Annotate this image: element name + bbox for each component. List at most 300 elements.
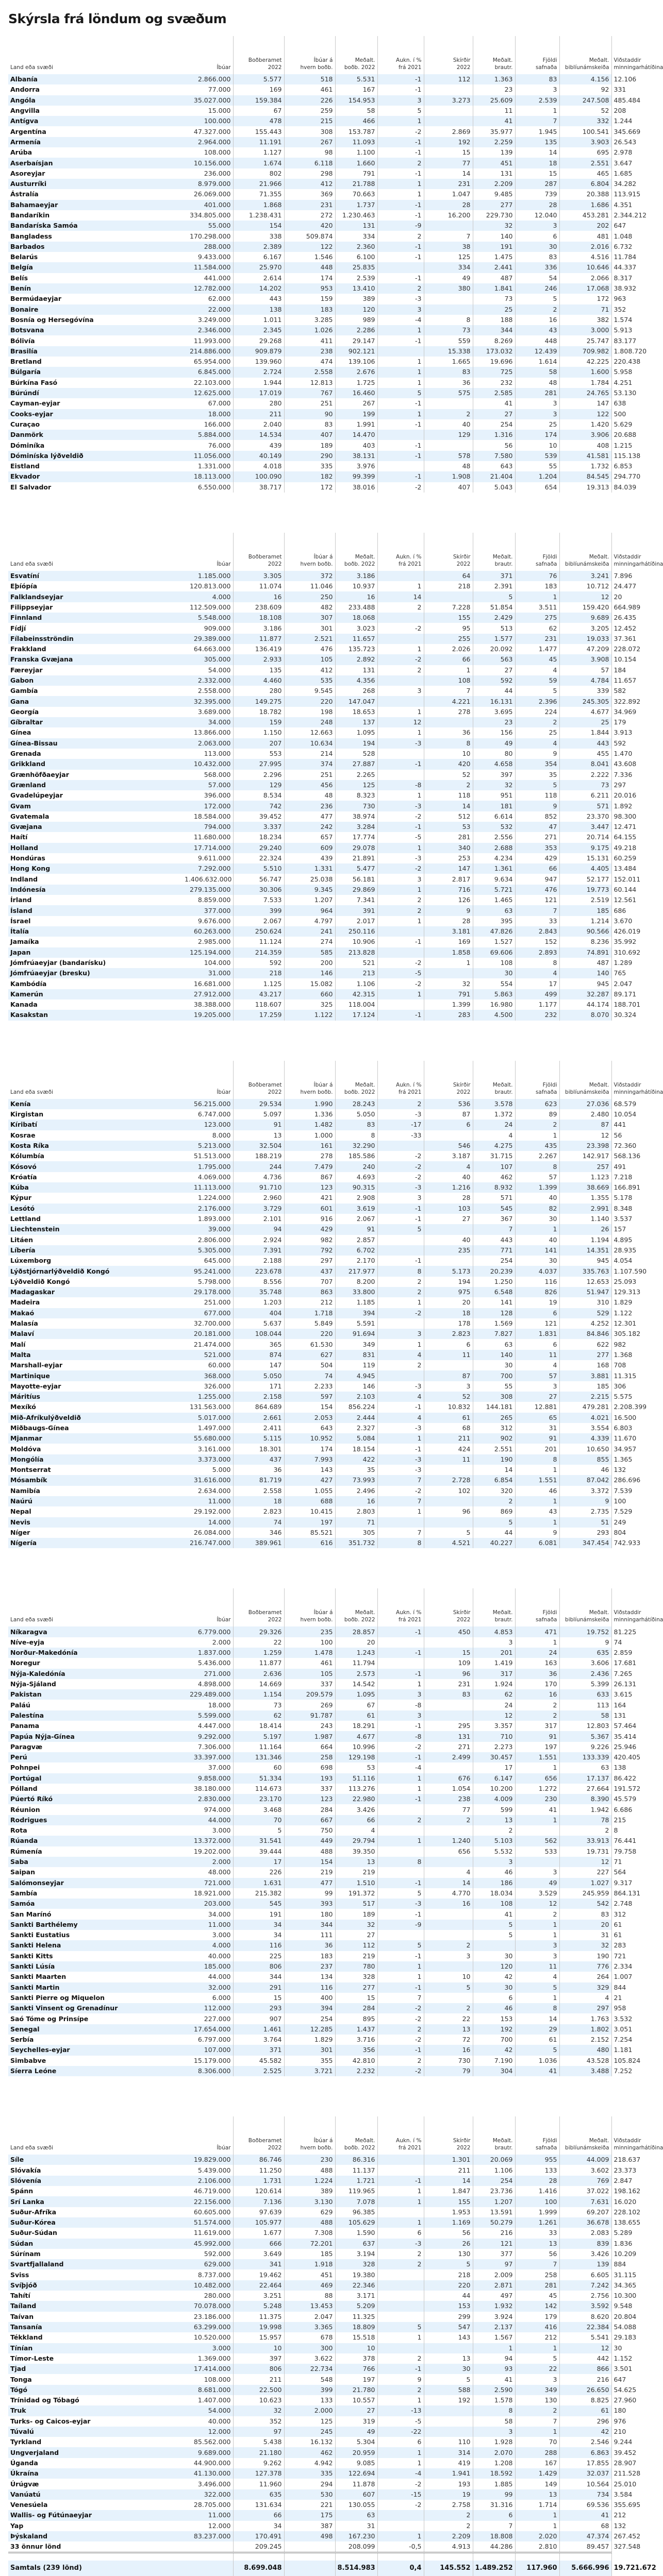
cell-congregations: 197 — [515, 1742, 559, 1752]
cell-avg-pioneers: 4.234 — [473, 853, 515, 863]
cell-peak-publishers: 3.251 — [233, 2291, 284, 2301]
cell-avg-pioneers: 395 — [473, 916, 515, 926]
cell-peak-publishers: 25.970 — [233, 262, 284, 273]
cell-congregations: 1.999 — [515, 2207, 559, 2217]
cell-congregations: 354 — [515, 759, 559, 769]
cell-baptized: 64 — [424, 571, 473, 581]
cell-bible-studies: 3.908 — [559, 654, 611, 665]
cell-bible-studies: 4.021 — [559, 1413, 611, 1423]
cell-bible-studies: 1.732 — [559, 461, 611, 471]
cell-ratio: 657 — [284, 832, 335, 842]
header-line-2: safnaða — [535, 64, 557, 71]
cell-population: 521.000 — [183, 1350, 233, 1360]
cell-baptized: 7 — [424, 231, 473, 241]
cell-bible-studies: 202 — [559, 221, 611, 231]
cell-peak-publishers: 397 — [233, 2353, 284, 2364]
cell-baptized: 4.521 — [424, 1538, 473, 1548]
cell-avg-publishers: 2.265 — [335, 770, 377, 780]
cell-bible-studies: 3.906 — [559, 430, 611, 440]
country-name: Ungverjaland — [8, 2447, 183, 2458]
cell-baptized: 40 — [424, 1235, 473, 1245]
column-header-bible-studies — [559, 1061, 611, 1099]
table-row: Saba 2.000 17 154 13 8 3 12 71 — [8, 1857, 611, 1867]
cell-congregations: 2 — [515, 1909, 559, 1919]
cell-avg-pioneers: 9.485 — [473, 189, 515, 199]
cell-avg-publishers: 277 — [335, 1982, 377, 1993]
cell-bible-studies: 26 — [559, 1224, 611, 1234]
cell-ratio: 1.718 — [284, 1308, 335, 1318]
country-name: Tahítí — [8, 2291, 183, 2301]
cell-population: 288.000 — [183, 242, 233, 252]
cell-congregations: 654 — [515, 482, 559, 493]
column-header-bible-studies — [559, 36, 611, 74]
cell-ratio: 219 — [284, 1867, 335, 1877]
cell-ratio: 111 — [284, 1930, 335, 1940]
cell-ratio: 251 — [284, 770, 335, 780]
cell-population: 2.332.000 — [183, 675, 233, 686]
country-name: Írland — [8, 895, 183, 905]
cell-bible-studies: 2.519 — [559, 895, 611, 905]
cell-population: 18.000 — [183, 1700, 233, 1710]
cell-population: 4.000 — [183, 591, 233, 602]
cell-baptized: 10 — [424, 749, 473, 759]
cell-avg-publishers: 56.181 — [335, 874, 377, 884]
cell-increase — [377, 1658, 424, 1668]
cell-congregations: 1.429 — [515, 2468, 559, 2479]
cell-avg-publishers: 528 — [335, 749, 377, 759]
country-name: Madagaskar — [8, 1287, 183, 1297]
cell-peak-publishers: 371 — [233, 2045, 284, 2055]
cell-congregations: 416 — [515, 2322, 559, 2332]
cell-peak-publishers: 11.960 — [233, 2479, 284, 2489]
table-row: Mið-Afríkulýðveldið 5.017.000 2.661 2.053 2.444 4 61 265 65 4.021 16.500 — [8, 1413, 611, 1423]
cell-increase: 1 — [377, 2395, 424, 2405]
country-name: Filippseyjar — [8, 602, 183, 613]
cell-congregations: 8 — [515, 958, 559, 968]
cell-bible-studies: 42 — [559, 2427, 611, 2437]
cell-peak-publishers: 802 — [233, 168, 284, 179]
cell-avg-publishers: 2.539 — [335, 273, 377, 283]
cell-congregations: 11 — [515, 1350, 559, 1360]
cell-population: 41.130.000 — [183, 2468, 233, 2479]
table-row: Bandaríkin 334.805.000 1.238.431 272 1.230.463 -1 16.200 229.730 12.040 453.281 2.344.212 — [8, 210, 611, 221]
cell-avg-publishers: 51.116 — [335, 1773, 377, 1784]
cell-avg-publishers: 3.426 — [335, 1804, 377, 1815]
cell-avg-publishers: 21.891 — [335, 853, 377, 863]
country-name: Mayotte-eyjar — [8, 1381, 183, 1392]
cell-baptized — [424, 1224, 473, 1234]
cell-congregations: 2 — [515, 1700, 559, 1710]
cell-avg-pioneers: 30 — [473, 968, 515, 978]
table-row: Ítalía 60.263.000 250.624 241 250.116 3.181 47.826 2.843 90.566 426.019 — [8, 926, 611, 937]
table-row: Eistland 1.331.000 4.018 335 3.976 48 643 55 1.732 6.853 — [8, 461, 611, 471]
cell-ratio: 953 — [284, 283, 335, 294]
cell-increase: 2 — [377, 1815, 424, 1825]
table-row: Púertó Ríkó 2.830.000 23.170 123 22.980 -1 238 4.009 230 8.390 45.579 — [8, 1794, 611, 1804]
total-gap — [8, 2553, 611, 2561]
cell-increase: -2 — [377, 2500, 424, 2510]
table-row: Bólivía 11.993.000 29.268 411 29.147 -1 559 8.269 448 25.747 83.177 — [8, 335, 611, 346]
cell-bible-studies: 19.752 — [559, 1626, 611, 1637]
cell-increase: 8 — [377, 1538, 424, 1548]
cell-congregations: 59 — [515, 675, 559, 686]
cell-congregations: 3 — [515, 84, 559, 95]
cell-avg-publishers: 25.835 — [335, 262, 377, 273]
header-line-1: Fjöldi — [542, 1081, 557, 1088]
cell-bible-studies: 190 — [559, 1951, 611, 1961]
table-row: Ísrael 9.676.000 2.067 4.797 2.017 1 28 395 33 1.214 3.670 — [8, 916, 611, 926]
country-name: Gambía — [8, 686, 183, 696]
cell-baptized: 66 — [424, 654, 473, 665]
cell-congregations: 4 — [515, 665, 559, 675]
cell-population: 10.432.000 — [183, 759, 233, 769]
cell-peak-publishers: 14.534 — [233, 430, 284, 440]
cell-bible-studies: 2.480 — [559, 1109, 611, 1120]
cell-peak-publishers: 23.170 — [233, 1794, 284, 1804]
cell-baptized: 5 — [424, 2374, 473, 2384]
cell-population: 21.474.000 — [183, 1339, 233, 1349]
total-row: Samtals (239 lönd) 8.699.048 8.514.983 0,4 145.552 1.489.252 117.960 5.666.996 19.721.672 — [8, 2561, 611, 2576]
cell-peak-publishers: 22.500 — [233, 2385, 284, 2395]
cell-increase — [377, 2280, 424, 2291]
country-name: Sankti Helena — [8, 1940, 183, 1951]
table-row: Kirgistan 6.747.000 5.097 1.336 5.050 -3 87 1.372 89 2.480 10.054 — [8, 1109, 611, 1120]
cell-population: 18.584.000 — [183, 811, 233, 822]
cell-ratio: 7.993 — [284, 1454, 335, 1465]
table-row: Sankti Eustatius 3.000 34 111 27 5 1 31 61 — [8, 1930, 611, 1940]
country-name: Sambía — [8, 1888, 183, 1899]
header-row: Land eða svæði Íbúar Boðberamet 2022 Íbúar á hvern boðb. Meðalt. boðb. 2022 Aukn. í % frá 2021 Skírðir 2022 Meðalt. brautr. Fjöldi safnaða Meðalt. biblíunámskeiða Viðstaddir minningarhátíðina — [8, 36, 611, 74]
column-header-country — [8, 1061, 183, 1099]
table-row: Rodrigues 44.000 70 667 66 2 2 13 1 78 215 — [8, 1815, 611, 1825]
cell-increase: -8 — [377, 1700, 424, 1710]
cell-congregations: 2.396 — [515, 696, 559, 706]
cell-peak-publishers: 909.879 — [233, 346, 284, 357]
cell-peak-publishers: 2.158 — [233, 1392, 284, 1402]
cell-congregations: 15 — [515, 168, 559, 179]
cell-peak-publishers: 21.180 — [233, 2447, 284, 2458]
cell-ratio: 36 — [284, 1940, 335, 1951]
cell-avg-pioneers: 229.730 — [473, 210, 515, 221]
cell-population: 5.798.000 — [183, 1277, 233, 1287]
cell-increase: 4 — [377, 1392, 424, 1402]
country-name: Úrúgvæ — [8, 2479, 183, 2489]
cell-increase: 1 — [377, 367, 424, 377]
country-name: Gínea-Bissau — [8, 738, 183, 749]
cell-congregations: 1 — [515, 1815, 559, 1825]
cell-increase: -3 — [377, 1381, 424, 1392]
cell-avg-pioneers: 19.696 — [473, 357, 515, 367]
cell-population: 2.558.000 — [183, 686, 233, 696]
cell-peak-publishers: 2.345 — [233, 325, 284, 335]
cell-ratio: 180 — [284, 1909, 335, 1919]
cell-peak-publishers: 30.306 — [233, 885, 284, 895]
cell-baptized: 11 — [424, 1350, 473, 1360]
cell-avg-pioneers: 27 — [473, 409, 515, 419]
cell-bible-studies: 25.747 — [559, 335, 611, 346]
cell-increase — [377, 1867, 424, 1877]
cell-peak-publishers: 159.384 — [233, 95, 284, 106]
cell-baptized: 14 — [424, 168, 473, 179]
cell-ratio: 609 — [284, 843, 335, 853]
cell-peak-publishers: 2.525 — [233, 2066, 284, 2076]
cell-ratio: 243 — [284, 1721, 335, 1731]
header-line-2: 2022 — [268, 1617, 282, 1623]
table-row: Bandaríska Samóa 55.000 154 420 131 -9 32 3 202 647 — [8, 221, 611, 231]
cell-peak-publishers: 120.614 — [233, 2186, 284, 2196]
cell-avg-pioneers: 5 — [473, 1517, 515, 1528]
cell-increase: -2 — [377, 2066, 424, 2076]
cell-bible-studies: 479.281 — [559, 1402, 611, 1412]
cell-congregations — [515, 1825, 559, 1836]
cell-population: 1.837.000 — [183, 1648, 233, 1658]
cell-baptized: 30 — [424, 2364, 473, 2374]
cell-population: 45.992.000 — [183, 2239, 233, 2249]
cell-avg-pioneers: 1.316 — [473, 430, 515, 440]
cell-increase: 8 — [377, 1857, 424, 1867]
cell-avg-publishers: 989 — [335, 315, 377, 325]
cell-peak-publishers: 5 — [233, 1825, 284, 1836]
cell-avg-pioneers: 4.658 — [473, 759, 515, 769]
cell-avg-publishers: 902.121 — [335, 346, 377, 357]
cell-peak-publishers: 238.609 — [233, 602, 284, 613]
cell-peak-publishers: 806 — [233, 1961, 284, 1972]
cell-ratio: 1.478 — [284, 1648, 335, 1658]
cell-ratio: 488 — [284, 1846, 335, 1857]
header-line-2: frá 2021 — [398, 1089, 422, 1095]
cell-baptized: 7.228 — [424, 602, 473, 613]
report-table — [8, 1588, 663, 2076]
country-name: Úkraína — [8, 2468, 183, 2479]
header-line-2: boðb. 2022 — [344, 64, 375, 71]
cell-increase: -1 — [377, 1752, 424, 1762]
cell-avg-pioneers: 2 — [473, 1825, 515, 1836]
cell-increase: 2 — [377, 1360, 424, 1370]
cell-avg-publishers: 189 — [335, 1909, 377, 1919]
cell-bible-studies: 1.123 — [559, 1172, 611, 1182]
cell-baptized: 656 — [424, 1846, 473, 1857]
cell-increase: 2 — [377, 2353, 424, 2364]
cell-congregations: 183 — [515, 581, 559, 591]
cell-population: 35.027.000 — [183, 95, 233, 106]
country-name: Búrkína Fasó — [8, 378, 183, 388]
header-line-2: brautr. — [494, 2145, 513, 2151]
country-name: Sankti Barthélemy — [8, 1920, 183, 1930]
cell-population: 40.000 — [183, 2416, 233, 2427]
cell-ratio: 1.336 — [284, 1109, 335, 1120]
cell-avg-pioneers: 2.590 — [473, 2385, 515, 2395]
cell-baptized — [424, 1517, 473, 1528]
country-name: Eþíópía — [8, 581, 183, 591]
header-line-1: Íbúar á — [313, 553, 333, 560]
cell-population: 5.599.000 — [183, 1710, 233, 1721]
cell-avg-publishers: 831 — [335, 1350, 377, 1360]
cell-bible-studies: 529 — [559, 1308, 611, 1318]
cell-avg-publishers: 1.095 — [335, 727, 377, 738]
cell-population: 322.000 — [183, 2489, 233, 2500]
cell-increase: 14 — [377, 591, 424, 602]
cell-baptized: 4.770 — [424, 1888, 473, 1899]
country-name: Svíþjóð — [8, 2280, 183, 2291]
cell-peak-publishers: 2.823 — [233, 1506, 284, 1517]
table-row: Spánn 46.719.000 120.614 389 119.965 1 1.847 23.736 1.416 37.022 198.162 — [8, 2186, 611, 2196]
cell-ratio: 197 — [284, 1517, 335, 1528]
cell-baptized: 83 — [424, 1689, 473, 1700]
country-name: Indland — [8, 874, 183, 884]
cell-avg-pioneers: 725 — [473, 367, 515, 377]
table-row: Paragvæ 7.306.000 11.164 664 10.996 -2 271 2.273 197 9.226 25.946 — [8, 1742, 611, 1752]
country-name: Níve-eyja — [8, 1637, 183, 1648]
cell-avg-publishers: 129.198 — [335, 1752, 377, 1762]
cell-baptized: 5 — [424, 1528, 473, 1538]
cell-baptized: 1.858 — [424, 947, 473, 958]
cell-congregations: 25 — [515, 727, 559, 738]
country-name: Lúxemborg — [8, 1256, 183, 1266]
cell-avg-publishers: 191.372 — [335, 1888, 377, 1899]
country-name: Suður-Súdan — [8, 2228, 183, 2238]
cell-avg-publishers: 1.660 — [335, 158, 377, 168]
cell-ratio: 451 — [284, 2269, 335, 2280]
cell-population: 1.369.000 — [183, 2353, 233, 2364]
table-row: Malta 521.000 874 627 831 4 11 140 11 277 1.368 — [8, 1350, 611, 1360]
gap-cell — [284, 2553, 335, 2561]
cell-avg-pioneers: 18.034 — [473, 1888, 515, 1899]
cell-baptized: 220 — [424, 2280, 473, 2291]
cell-bible-studies: 47.209 — [559, 644, 611, 654]
cell-baptized: 38 — [424, 242, 473, 252]
column-header-avg-pioneers — [473, 1061, 515, 1099]
cell-avg-pioneers: 443 — [473, 1235, 515, 1245]
cell-bible-studies: 3.205 — [559, 623, 611, 633]
table-row: Perú 33.397.000 131.346 258 129.198 -1 2.499 30.457 1.551 133.339 420.405 — [8, 1752, 611, 1762]
cell-ratio: 250 — [284, 591, 335, 602]
cell-peak-publishers: 116 — [233, 1940, 284, 1951]
cell-peak-publishers: 1.944 — [233, 378, 284, 388]
cell-avg-pioneers — [473, 1940, 515, 1951]
cell-baptized: 2.817 — [424, 874, 473, 884]
cell-avg-publishers: 17.774 — [335, 832, 377, 842]
cell-peak-publishers: 18.414 — [233, 1721, 284, 1731]
cell-congregations: 3 — [515, 398, 559, 409]
cell-congregations: 317 — [515, 1721, 559, 1731]
cell-population: 5.436.000 — [183, 1658, 233, 1668]
country-name: Moldóva — [8, 1444, 183, 1454]
cell-bible-studies: 4.516 — [559, 252, 611, 262]
table-row: Austurríki 8.979.000 21.966 412 21.788 1 231 2.209 287 6.804 34.282 — [8, 179, 611, 189]
cell-avg-pioneers: 1.363 — [473, 74, 515, 84]
cell-avg-pioneers: 140 — [473, 1350, 515, 1360]
cell-ratio: 509.874 — [284, 231, 335, 241]
country-name: Gvatemala — [8, 811, 183, 822]
cell-population: 629.000 — [183, 2259, 233, 2269]
cell-bible-studies: 332 — [559, 116, 611, 126]
table-row: Dóminíska lýðveldið 11.056.000 40.149 290 38.131 -1 578 7.580 539 41.581 115.138 — [8, 451, 611, 461]
cell-congregations: 2.267 — [515, 1151, 559, 1161]
cell-peak-publishers: 7.391 — [233, 1245, 284, 1256]
cell-baptized: 11 — [424, 1454, 473, 1465]
cell-ratio: 22.734 — [284, 2364, 335, 2374]
cell-population: 15.000 — [183, 106, 233, 116]
country-name: Suður-Kórea — [8, 2217, 183, 2228]
cell-bible-studies: 339 — [559, 686, 611, 696]
cell-bible-studies: 5.399 — [559, 1679, 611, 1689]
country-name: Angóla — [8, 95, 183, 106]
cell-avg-pioneers: 254 — [473, 1256, 515, 1266]
column-header-population — [183, 36, 233, 74]
cell-congregations: 142 — [515, 2301, 559, 2311]
cell-congregations: 232 — [515, 1010, 559, 1020]
header-line-1 — [10, 1081, 180, 1089]
cell-increase: 2 — [377, 602, 424, 613]
cell-peak-publishers: 3.649 — [233, 2249, 284, 2259]
cell-avg-pioneers: 6.147 — [473, 1773, 515, 1784]
cell-avg-publishers: 18.154 — [335, 1444, 377, 1454]
cell-peak-publishers: 105.977 — [233, 2217, 284, 2228]
table-row: Eþíópía 120.813.000 11.074 11.046 10.937 1 218 2.391 183 10.712 24.477 — [8, 581, 611, 591]
column-header-peak-publishers — [233, 533, 284, 571]
cell-ratio: 308 — [284, 126, 335, 137]
cell-increase: 4 — [377, 1413, 424, 1423]
cell-peak-publishers: 100.090 — [233, 471, 284, 482]
cell-baptized — [424, 1637, 473, 1648]
cell-population: 6.747.000 — [183, 1109, 233, 1120]
cell-bible-studies: 37.022 — [559, 2186, 611, 2196]
cell-avg-publishers: 63 — [335, 2510, 377, 2520]
cell-avg-publishers: 895 — [335, 2013, 377, 2024]
cell-ratio: 476 — [284, 644, 335, 654]
column-header-increase — [377, 36, 424, 74]
cell-increase: -1 — [377, 2176, 424, 2186]
cell-congregations: 562 — [515, 1836, 559, 1846]
cell-ratio: 143 — [284, 1465, 335, 1475]
cell-bible-studies: 19.773 — [559, 885, 611, 895]
cell-congregations: 2 — [515, 717, 559, 727]
cell-baptized: 238 — [424, 1794, 473, 1804]
cell-population: 12.625.000 — [183, 388, 233, 398]
cell-congregations: 224 — [515, 707, 559, 717]
cell-avg-pioneers: 277 — [473, 200, 515, 210]
cell-bible-studies: 61 — [559, 2405, 611, 2416]
table-row: Botsvana 2.346.000 2.345 1.026 2.286 1 73 344 43 3.000 5.913 — [8, 325, 611, 335]
header-line-2: 2022 — [268, 2145, 282, 2151]
cell-baptized: 49 — [424, 273, 473, 283]
country-name: Namibía — [8, 1486, 183, 1496]
cell-population: 55.000 — [183, 221, 233, 231]
cell-congregations: 49 — [515, 1878, 559, 1888]
cell-increase: 1 — [377, 790, 424, 801]
country-name: Sankti Vinsent og Grenadínur — [8, 2003, 183, 2013]
cell-bible-studies: 12 — [559, 591, 611, 602]
cell-congregations: 6.081 — [515, 1538, 559, 1548]
cell-congregations: 539 — [515, 451, 559, 461]
header-line-1: Aukn. í % — [396, 1081, 422, 1088]
cell-bible-studies: 4.156 — [559, 74, 611, 84]
table-row: Litáen 2.806.000 2.924 982 2.857 40 443 40 1.194 4.895 — [8, 1235, 611, 1245]
cell-baptized — [424, 440, 473, 450]
table-row: Kýpur 1.224.000 2.960 421 2.908 3 28 571 40 1.355 5.178 — [8, 1193, 611, 1203]
cell-avg-pioneers: 902 — [473, 1433, 515, 1444]
cell-congregations: 141 — [515, 1245, 559, 1256]
cell-increase — [377, 1804, 424, 1815]
cell-population: 305.000 — [183, 654, 233, 665]
table-row: Jómfrúaeyjar (bresku) 31.000 218 146 213 -5 30 4 140 765 — [8, 968, 611, 978]
cell-avg-pioneers: 312 — [473, 1423, 515, 1433]
cell-congregations: 1.261 — [515, 2217, 559, 2228]
cell-ratio: 174 — [284, 1444, 335, 1454]
cell-population: 17.654.000 — [183, 2024, 233, 2035]
cell-avg-publishers: 3.186 — [335, 571, 377, 581]
cell-avg-publishers: 18.653 — [335, 707, 377, 717]
